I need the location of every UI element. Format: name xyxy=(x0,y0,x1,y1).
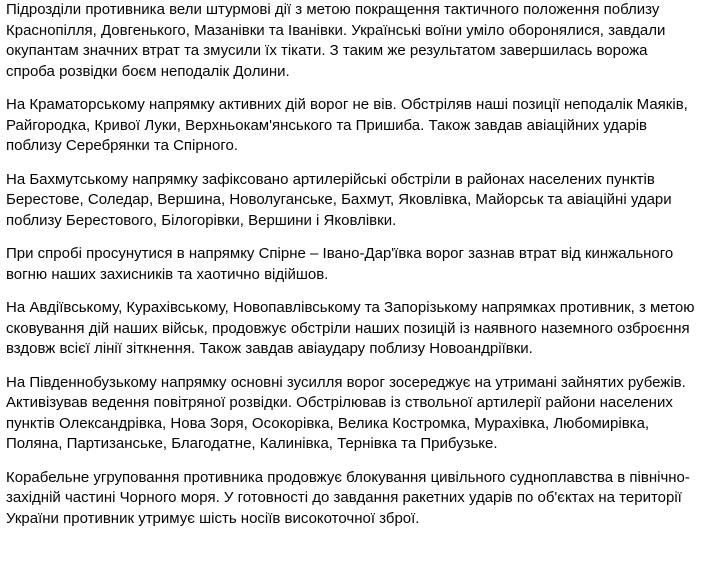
paragraph-bakhmut-direction: На Бахмутському напрямку зафіксовано артилерійські обстріли в районах населених пунктів Берестове, Соледар, Вершина, Новолуганське, Бахмут, Яковлівка, Майорськ та авіаційні удари поблизу Берестового, Білогорівки, Вершини і Яковлівки. xyxy=(6,170,672,229)
paragraph-black-sea: Корабельне угруповання противника продовжує блокування цивільного судноплавства в північно-західній частині Чорного моря. У готовності до завдання ракетних ударів по об'єктах на території України противник утримує шість носіїв високоточної зброї. xyxy=(6,468,690,527)
paragraph-spirne-direction: При спробі просунутися в напрямку Спірне – Івано-Дар'ївка ворог зазнав втрат від кинжального вогню наших захисників та хаотично відійшов. xyxy=(6,245,674,283)
paragraph-avdiivka-directions: На Авдіївському, Курахівському, Новопавлівському та Запорізькому напрямках противник, з метою сковування дій наших військ, продовжує обстріли наших позицій із наявного наземного озброєння вздовж всієї лінії зіткнення. Також завдав авіаудару поблизу Новоандріївки. xyxy=(6,299,695,357)
paragraph-kramatorsk-direction: На Краматорському напрямку активних дій ворог не вів. Обстріляв наші позиції неподалік Маяків, Райгородка, Кривої Луки, Верхньокам'янського та Пришиба. Також завдав авіаційних ударів поблизу Серебрянки та Спірного. xyxy=(6,96,688,154)
paragraph-kharkiv-direction: Підрозділи противника вели штурмові дії з метою покращення тактичного положення поблизу Краснопілля, Довгенького, Мазанівки та Іванівки. Українські воїни уміло оборонялися, завдали окупантам значних втрат та змусили їх тікати. З таким же результатом завершилась ворожа спроба розвідки боєм неподалік Долини. xyxy=(6,1,666,80)
paragraph-south-bug-direction: На Південнобузькому напрямку основні зусилля ворог зосереджує на утримані зайнятих рубежів. Активізував ведення повітряної розвідки. Обстрілював із ствольної артилерії райони населених пунктів Олександрівка, Нова Зоря, Осокорівка, Велика Костромка, Мурахівка, Любомирівка, Поляна, Партизанське, Благодатне, Калинівка, Тернівка та Прибузьке. xyxy=(6,373,686,452)
